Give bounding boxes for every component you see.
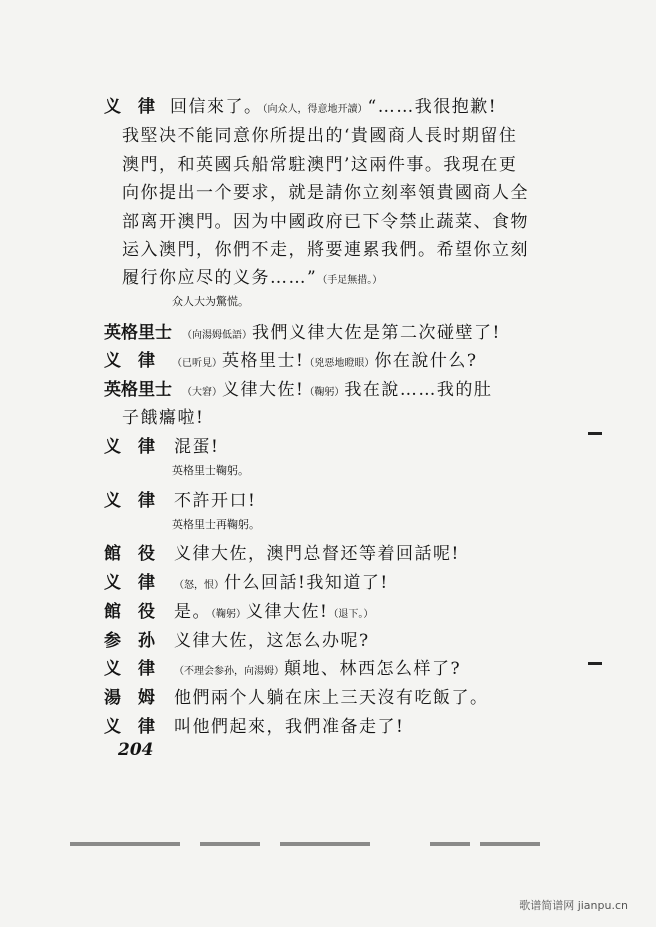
stage-direction-inline: （已听見） — [172, 358, 222, 369]
speaker-label: 英格里士 — [104, 380, 172, 400]
speaker-label: 义 律 — [104, 659, 155, 679]
stage-direction: 众人大为驚慌。 — [172, 295, 249, 308]
dialogue-line — [182, 375, 492, 400]
stage-direction-inline: （手足無措。） — [317, 275, 383, 286]
dialogue-line: 向你提出一个要求，就是請你立刻率領貴國商人全 — [122, 183, 529, 203]
dialogue-text: “……我很抱歉! — [367, 97, 498, 117]
stage-direction-inline: （向湯姆低語） — [182, 330, 252, 341]
dialogue-line: 运入澳門，你們不走，將要連累我們。希望你立刻 — [122, 240, 529, 260]
stage-direction: 英格里士再鞠躬。 — [172, 518, 260, 531]
speaker-label: 义 律 — [104, 351, 155, 371]
dialogue-text: 我們义律大佐是第二次碰壁了! — [252, 323, 501, 343]
scan-noise — [70, 842, 180, 846]
dialogue-text: 履行你应尽的义务……” — [122, 268, 318, 288]
dialogue-line: 混蛋! — [174, 437, 220, 457]
dialogue-line: 义律大佐，澳門总督还等着回話呢! — [174, 544, 460, 564]
page-number: 204 — [118, 740, 154, 760]
stage-direction-inline: （大窘） — [182, 387, 222, 398]
speaker-label: 义 律 — [104, 717, 155, 737]
dialogue-text: 义律大佐! — [222, 380, 305, 400]
dialogue-line: 部离开澳門。因为中國政府已下令禁止蔬菜、食物 — [122, 212, 529, 232]
dialogue-line — [122, 263, 382, 288]
speaker-label: 英格里士 — [104, 323, 172, 343]
stage-direction-inline: （鞠躬） — [304, 387, 345, 398]
stage-direction-inline: （兇惡地瞪眼） — [304, 358, 375, 369]
dialogue-line — [174, 654, 461, 679]
speaker-label: 义 律 — [104, 437, 155, 457]
stage-direction-inline: （退下。） — [328, 609, 374, 620]
speaker-label: 湯 姆 — [104, 688, 155, 708]
dialogue-line: 他們兩个人躺在床上三天沒有吃飯了。 — [174, 688, 489, 708]
margin-mark — [588, 432, 602, 435]
stage-direction-inline: （怒，恨） — [174, 580, 224, 591]
dialogue-line — [174, 597, 373, 622]
dialogue-text: 回信來了。 — [170, 97, 263, 117]
speaker-label: 义 律 — [104, 491, 155, 511]
dialogue-line: 澳門，和英國兵船常駐澳門’这兩件事。我現在更 — [122, 155, 518, 175]
stage-direction-inline: （向众人，得意地开讀） — [262, 104, 368, 115]
dialogue-text: 顛地、林西怎么样了? — [284, 659, 462, 679]
dialogue-text: 义律大佐! — [246, 602, 329, 622]
speaker-label: 义 律 — [104, 573, 155, 593]
scan-noise — [200, 842, 260, 846]
dialogue-line: 不許开口! — [174, 491, 257, 511]
stage-direction: 英格里士鞠躬。 — [172, 464, 249, 477]
dialogue-text: 是。 — [174, 602, 211, 622]
scan-noise — [480, 842, 540, 846]
stage-direction-inline: （鞠躬） — [211, 609, 246, 620]
dialogue-text: 什么回話!我知道了! — [224, 573, 389, 593]
dialogue-line — [170, 92, 497, 117]
dialogue-line — [172, 346, 477, 371]
dialogue-line: 我堅决不能同意你所提出的‘貴國商人長时期留住 — [122, 126, 518, 146]
speaker-label: 館 役 — [104, 544, 155, 564]
speaker-label: 义 律 — [104, 97, 155, 117]
dialogue-text: 你在說什么? — [374, 351, 478, 371]
stage-direction-inline: （不理会参孙，向湯姆） — [174, 666, 284, 677]
dialogue-line — [174, 568, 389, 593]
dialogue-line: 义律大佐，这怎么办呢? — [174, 631, 370, 651]
dialogue-line: 叫他們起來，我們准备走了! — [174, 717, 405, 737]
margin-mark — [588, 662, 602, 665]
dialogue-line — [182, 318, 501, 343]
dialogue-text: 我在說……我的肚 — [344, 380, 493, 400]
scan-noise — [430, 842, 470, 846]
dialogue-text: 英格里士! — [222, 351, 305, 371]
speaker-label: 参 孙 — [104, 631, 155, 651]
dialogue-line: 子餓癟啦! — [122, 408, 205, 428]
speaker-label: 館 役 — [104, 602, 155, 622]
scan-noise — [280, 842, 370, 846]
watermark: 歌谱简谱网 jianpu.cn — [519, 899, 628, 912]
